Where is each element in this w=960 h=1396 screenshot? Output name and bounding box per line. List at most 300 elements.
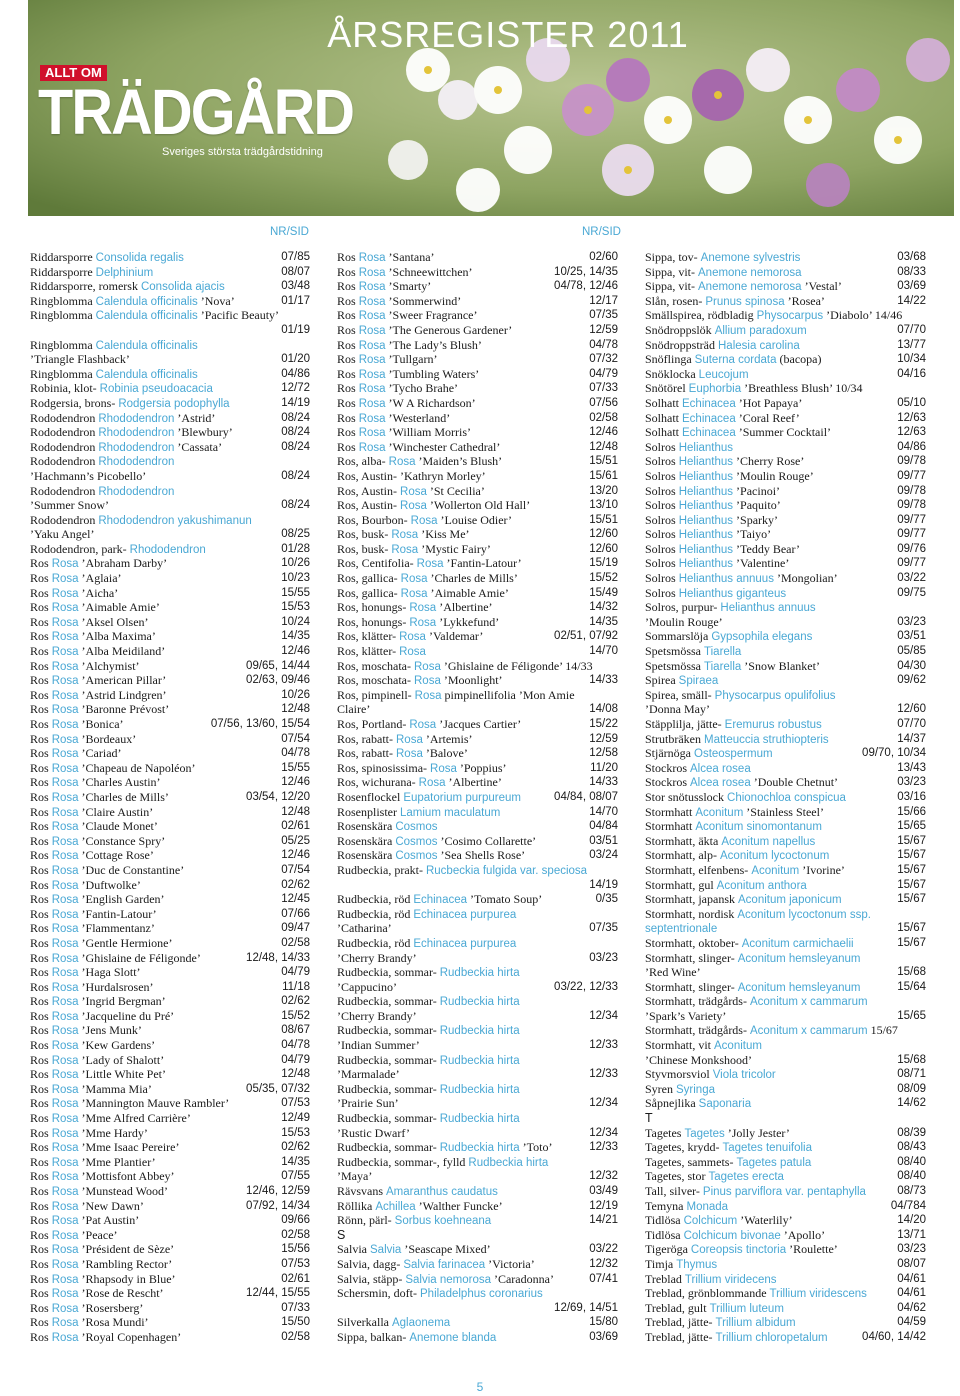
entry-name: Rododendron: [30, 483, 99, 498]
entry-name: Schersmin, doft-: [337, 1286, 420, 1301]
entry-name: ’Cherry Brandy’: [337, 1008, 417, 1023]
entry-page-ref: 10/25, 14/35: [554, 265, 618, 278]
entry-name: Tall, silver-: [645, 1184, 703, 1198]
index-entry: [337, 513, 618, 528]
index-entry: [337, 1169, 618, 1184]
entry-page-ref: 10/26: [281, 688, 310, 701]
entry-page-ref: 09/66: [281, 1214, 310, 1227]
entry-page-ref: 12/19: [589, 1199, 618, 1212]
entry-name: Ros: [337, 395, 359, 410]
index-entry: [645, 907, 926, 922]
entry-name: Ros: [30, 848, 52, 863]
entry-latin: Rosa: [391, 543, 419, 556]
index-entry: [645, 469, 926, 484]
index-entry: [30, 1169, 310, 1184]
entry-page-ref: 08/73: [897, 1185, 926, 1197]
entry-page-ref: 12/32: [589, 1257, 618, 1270]
index-entry: [645, 936, 926, 951]
entry-page-ref: 02/58: [281, 936, 310, 949]
entry-name: Timja: [645, 1256, 677, 1271]
entry-latin: Trillium chloropetalum: [715, 1331, 828, 1344]
entry-cultivar: ’Sparky’: [733, 512, 779, 527]
entry-latin: Syringa: [676, 1083, 715, 1096]
entry-cultivar: ’Valdemar’: [425, 629, 484, 644]
entry-page-ref: 12/33: [589, 1141, 618, 1154]
entry-page-ref: 09/75: [897, 586, 926, 599]
entry-name: Ros: [337, 322, 359, 337]
entry-page-ref: 07/56: [589, 396, 618, 409]
entry-page-ref: 15/56: [281, 1243, 310, 1256]
index-entry: [337, 600, 618, 615]
entry-cultivar: ’Bonica’: [78, 717, 124, 731]
index-entry: [30, 454, 310, 469]
entry-latin: Rosa: [391, 529, 419, 542]
entry-latin: Aglaonema: [391, 1317, 451, 1330]
index-entry: [337, 980, 618, 995]
entry-name: Ros, Austin-: [337, 498, 401, 513]
entry-latin: Rudbeckia hirta: [439, 1054, 520, 1067]
entry-cultivar: ’Artemis’: [422, 731, 473, 746]
entry-cultivar: ’Astrid’: [174, 410, 216, 425]
entry-name: Stormhatt, elfenbens-: [645, 862, 752, 877]
entry-name: Ros: [30, 760, 52, 775]
entry-cultivar: ’Mme Plantier’: [78, 1154, 156, 1169]
index-entry: [30, 761, 310, 776]
index-entry: [30, 571, 310, 586]
entry-latin: Rhododendron: [129, 543, 206, 556]
entry-cultivar: ’Santana’: [385, 250, 435, 264]
entry-name: Ros: [30, 1140, 52, 1155]
entry-page-ref: 04/79: [589, 367, 618, 380]
entry-cultivar: ’Mme Alfred Carrière’: [78, 1111, 191, 1126]
entry-name: Tidlösa: [645, 1213, 684, 1228]
entry-latin: Rosa: [400, 573, 428, 586]
entry-latin: Eremurus robustus: [724, 719, 822, 731]
entry-name: Ros: [337, 366, 359, 381]
entry-latin: Rosa: [399, 646, 426, 659]
entry-page-ref: 13/71: [897, 1228, 926, 1241]
entry-name: Stormhatt, trädgårds-: [645, 994, 750, 1009]
entry-name: Ros: [30, 789, 52, 804]
entry-page-ref: 14/08: [589, 703, 618, 716]
entry-latin: Rosa: [51, 631, 79, 644]
index-entry: [645, 1169, 926, 1184]
entry-latin: Rhododendron yakushimanun: [98, 514, 252, 527]
entry-page-ref: 03/23: [897, 1243, 926, 1256]
index-entry: [30, 1155, 310, 1170]
entry-name: Ros: [337, 250, 359, 264]
entry-name: Ringblomma: [30, 366, 96, 381]
index-entry: [30, 1140, 310, 1155]
entry-latin: Rosa: [51, 821, 79, 834]
entry-latin: Physocarpus: [756, 310, 824, 323]
entry-name: Rönn, pärl-: [337, 1213, 395, 1228]
index-entry: [30, 1199, 310, 1214]
entry-name: Ros: [30, 687, 52, 702]
entry-latin: Trillium luteum: [709, 1302, 784, 1315]
index-entry: [645, 1038, 926, 1053]
entry-name: Ros, klätter-: [337, 629, 400, 644]
entry-page-ref: 03/51: [589, 834, 618, 847]
entry-name: Spirea, smäll-: [645, 687, 715, 702]
entry-page-ref: 15/52: [281, 1009, 310, 1022]
entry-name: Ros: [30, 1067, 52, 1082]
entry-page-ref: 12/46: [281, 776, 310, 789]
entry-page-ref: 02/51, 07/92: [554, 630, 618, 643]
entry-latin: Allium paradoxum: [714, 324, 807, 337]
index-entry: [337, 1155, 618, 1170]
entry-page-ref: 08/71: [897, 1068, 926, 1081]
entry-cultivar: ’Chapeau de Napoléon’: [78, 760, 196, 775]
entry-name: Riddarsporre: [30, 250, 96, 264]
entry-name: Spirea: [645, 673, 679, 688]
index-entry: [645, 440, 926, 455]
index-entry: [645, 352, 926, 367]
entry-name: Stjärnöga: [645, 746, 694, 761]
entry-latin: Helianthus giganteus: [678, 587, 787, 600]
entry-name: Ros: [30, 1111, 52, 1126]
entry-name: Ros: [337, 381, 359, 396]
entry-name: Ros: [30, 746, 52, 761]
entry-page-ref: 08/40: [897, 1155, 926, 1168]
entry-name: Treblad, jätte-: [645, 1329, 716, 1344]
entry-name: Ros: [30, 673, 52, 688]
entry-cultivar: ’Charles de Mills’: [78, 789, 169, 804]
entry-name: Ros: [337, 264, 359, 279]
index-entry: [645, 411, 926, 426]
entry-name: Ros: [30, 906, 52, 921]
entry-latin: Rosa: [388, 456, 416, 469]
index-entry: [30, 994, 310, 1009]
index-entry: [337, 1067, 618, 1082]
entry-cultivar: ’Fantin-Latour’: [78, 906, 157, 921]
index-entry: [30, 1330, 310, 1345]
entry-name: ’Catharina’: [337, 921, 392, 936]
entry-cultivar: ’St Cecilia’: [426, 483, 485, 498]
entry-cultivar: ’Peace’: [78, 1227, 118, 1242]
entry-latin: Helianthus: [678, 456, 734, 469]
entry-page-ref: 02/58: [281, 1330, 310, 1343]
entry-latin: Helianthus: [678, 558, 734, 571]
entry-page-ref: 12/48: [281, 1068, 310, 1081]
entry-cultivar: ’Valentine’: [733, 556, 790, 571]
index-entry: [30, 863, 310, 878]
entry-name: Stockros: [645, 760, 690, 775]
index-entry: [645, 556, 926, 571]
entry-name: Ros, honungs-: [337, 614, 410, 629]
entry-latin: Rosa: [430, 762, 457, 775]
index-entry: [645, 688, 926, 703]
entry-cultivar: ’Taiyo’: [733, 527, 772, 542]
entry-cultivar: ’Aglaia’: [78, 571, 122, 586]
index-entry: [30, 834, 310, 849]
entry-name: Solhatt: [645, 410, 683, 425]
entry-latin: Matteuccia struthiopteris: [704, 733, 829, 746]
entry-page-ref: 02/60: [589, 251, 618, 263]
entry-latin: Chionochloa conspicua: [727, 791, 846, 804]
entry-cultivar: ’Blewbury’: [174, 425, 233, 440]
index-entry: [337, 1184, 618, 1199]
entry-cultivar: ’Little White Pet’: [78, 1067, 166, 1082]
entry-latin: Rosa: [51, 1258, 79, 1271]
entry-latin: Rhododendron: [98, 412, 175, 425]
entry-page-ref: 07/35: [589, 309, 618, 322]
entry-name: Ros, wichurana-: [337, 775, 419, 790]
entry-name: Solros: [645, 527, 679, 542]
entry-cultivar: ’Rosea’: [784, 293, 825, 308]
entry-cultivar: ’Mme Isaac Pereire’: [78, 1140, 180, 1155]
entry-page-ref: 15/68: [897, 1053, 926, 1066]
entry-latin: Rosa: [414, 675, 441, 688]
entry-page-ref: 13/77: [897, 338, 926, 351]
entry-name: Ros: [337, 425, 359, 440]
entry-name: Ros: [30, 892, 52, 907]
entry-page-ref: 03/69: [897, 280, 926, 293]
entry-cultivar: ’Alba Meidiland’: [78, 644, 166, 659]
entry-latin: Rosa: [400, 485, 427, 498]
entry-latin: Anemone sylvestris: [700, 252, 801, 264]
index-entry: [30, 294, 310, 309]
index-entry: [337, 1053, 618, 1068]
entry-cultivar: ’Baronne Prévost’: [78, 702, 170, 717]
entry-page-ref: 01/19: [281, 323, 310, 336]
entry-latin: Rosa: [51, 1273, 79, 1286]
entry-page-ref: 12/48, 14/33: [246, 951, 310, 964]
entry-name: Ros: [30, 658, 52, 673]
index-entry: [645, 878, 926, 893]
index-entry: [645, 1096, 926, 1111]
entry-cultivar: ’Summer Cocktail’: [735, 425, 832, 440]
index-entry: [30, 1038, 310, 1053]
entry-name: Ros: [337, 439, 359, 454]
index-entry: [337, 323, 618, 338]
entry-page-ref: 03/54, 12/20: [246, 790, 310, 803]
entry-cultivar: ’Jacqueline du Pré’: [78, 1008, 175, 1023]
index-entry: [337, 396, 618, 411]
entry-latin: Rosa: [414, 660, 441, 673]
entry-page-ref: 10/26: [281, 557, 310, 570]
index-entry: [645, 805, 926, 820]
entry-latin: Aconitum x cammarum: [749, 1025, 868, 1038]
index-entry: [337, 411, 618, 426]
entry-name: ’Rustic Dwarf’: [337, 1125, 410, 1140]
entry-name: S: [337, 1227, 346, 1242]
entry-page-ref: 12/60: [589, 542, 618, 555]
index-entry: [30, 396, 310, 411]
entry-name: Stormhatt, alp-: [645, 848, 720, 863]
index-entry: [337, 294, 618, 309]
index-entry: [30, 629, 310, 644]
index-entry: [337, 484, 618, 499]
entry-page-ref: 02/61: [281, 1272, 310, 1285]
entry-latin: Calendula officinalis: [95, 310, 198, 323]
entry-name: Tagetes: [645, 1125, 685, 1140]
index-entry: [337, 892, 618, 907]
entry-name: Spetsmössa: [645, 658, 705, 673]
entry-page-ref: 14/33: [589, 776, 618, 789]
entry-latin: Rosa: [51, 1142, 79, 1155]
entry-cultivar: ’Charles de Mills’: [427, 571, 518, 586]
index-entry: [30, 1213, 310, 1228]
entry-name: Solros: [645, 585, 679, 600]
index-entry: [645, 586, 926, 601]
entry-latin: Robinia pseudoacacia: [99, 383, 213, 396]
entry-latin: Echinacea purpurea: [413, 908, 517, 921]
entry-latin: Rosa: [51, 1010, 79, 1023]
entry-cultivar: ’Ivorine’: [799, 862, 845, 877]
index-entry: [337, 775, 618, 790]
index-entry: [337, 527, 618, 542]
entry-page-ref: 12/60: [589, 528, 618, 541]
entry-page-ref: 15/67: [897, 834, 926, 847]
index-entry: [645, 396, 926, 411]
entry-name: Ros: [30, 1256, 52, 1271]
entry-cultivar: ’American Pillar’: [78, 673, 167, 688]
entry-cultivar: ’Astrid Lindgren’: [78, 687, 167, 702]
entry-name: Ros: [30, 629, 52, 644]
entry-cultivar: ’Charles Austin’: [78, 775, 161, 790]
entry-cultivar: ’Apollo’: [780, 1227, 826, 1242]
entry-page-ref: 09/78: [897, 455, 926, 468]
entry-name: Ros: [30, 862, 52, 877]
entry-name: Ros, spinosissima-: [337, 760, 431, 775]
entry-page-ref: 03/23: [589, 951, 618, 964]
entry-latin: Rosa: [51, 1331, 79, 1344]
entry-page-ref: 15/67: [897, 922, 926, 935]
entry-cultivar: ’Wollerton Old Hall’: [426, 498, 531, 513]
entry-page-ref: 03/51: [897, 630, 926, 643]
entry-latin: Cosmos: [395, 821, 438, 834]
index-entry: [30, 250, 310, 265]
entry-latin: Echinacea purpurea: [413, 937, 517, 950]
entry-cultivar: ’Aimable Amie’: [427, 585, 509, 600]
entry-page-ref: 15/67: [897, 893, 926, 906]
index-entry: [337, 1038, 618, 1053]
entry-latin: Rosa: [51, 835, 79, 848]
entry-name: Solhatt: [645, 425, 683, 440]
entry-page-ref: 03/22: [589, 1243, 618, 1256]
index-column-2: [337, 250, 618, 1345]
entry-cultivar: ’Alchymist’: [78, 658, 140, 673]
entry-cultivar: ’Tomato Soup’: [467, 892, 543, 907]
entry-latin: Rosa: [51, 660, 79, 673]
entry-latin: Aconitum x cammarum: [749, 996, 868, 1009]
entry-page-ref: 04/84, 08/07: [554, 790, 618, 803]
entry-page-ref: 12/48: [281, 805, 310, 818]
index-entry: [30, 352, 310, 367]
entry-latin: Rosa: [51, 1098, 79, 1111]
index-entry: [337, 1140, 618, 1155]
entry-latin: Echinacea: [413, 894, 468, 907]
entry-page-ref: 04/86: [281, 367, 310, 380]
entry-cultivar: ’Abraham Darby’: [78, 556, 168, 571]
entry-page-ref: 14/37: [897, 732, 926, 745]
entry-latin: Anemone nemorosa: [698, 281, 802, 294]
entry-latin: Spiraea: [678, 675, 719, 688]
entry-name: Tagetes, sammets-: [645, 1154, 737, 1169]
entry-latin: Calendula officinalis: [95, 368, 198, 381]
entry-page-ref: 14/35: [281, 1155, 310, 1168]
entry-cultivar: ’Walther Funcke’: [415, 1198, 503, 1213]
entry-latin: Rosa: [416, 558, 444, 571]
index-entry: [30, 673, 310, 688]
entry-name: Solros: [645, 541, 679, 556]
entry-cultivar: ’Rhapsody in Blue’: [78, 1271, 176, 1286]
entry-latin: Helianthus: [678, 514, 734, 527]
entry-name: Rudbeckia, sommar-: [337, 1081, 440, 1096]
index-entry: [645, 279, 926, 294]
entry-latin: Rosa: [396, 733, 423, 746]
entry-latin: Rosa: [51, 1317, 79, 1330]
entry-name: Ros: [30, 819, 52, 834]
entry-latin: Rosa: [358, 295, 386, 308]
entry-page-ref: 12/45: [281, 893, 310, 906]
index-entry: [337, 1242, 618, 1257]
entry-page-ref: 12/48: [281, 703, 310, 716]
index-entry: [645, 702, 926, 717]
entry-name: Solros: [645, 571, 679, 586]
index-entry: [645, 323, 926, 338]
entry-latin: Rosa: [51, 996, 79, 1009]
entry-cultivar: ’Victoria’: [485, 1256, 535, 1271]
entry-name: Ros, rabatt-: [337, 731, 396, 746]
entry-page-ref: 15/55: [281, 761, 310, 774]
entry-name: Stormhatt, vit: [645, 1038, 714, 1053]
index-entry: [30, 600, 310, 615]
entry-name: Ros: [30, 1242, 52, 1257]
entry-page-ref: 04/79: [281, 1053, 310, 1066]
letter-heading: [337, 1228, 618, 1243]
entry-name: ’Prairie Sun’: [337, 1096, 399, 1111]
entry-latin: Rosa: [51, 602, 79, 615]
entry-cultivar: ’Seascape Mixed’: [401, 1242, 491, 1257]
entry-cultivar: ’Poppius’: [456, 760, 507, 775]
entry-page-ref: 08/43: [897, 1141, 926, 1154]
entry-cultivar: ’Flammentanz’: [78, 921, 155, 936]
index-entry: [30, 527, 310, 542]
index-entry: [337, 1315, 618, 1330]
entry-latin: Tagetes erecta: [708, 1171, 784, 1184]
entry-page-ref: 13/10: [589, 499, 618, 512]
entry-page-ref: 07/92, 14/34: [246, 1199, 310, 1212]
index-entry: [645, 454, 926, 469]
entry-name: Ros: [30, 965, 52, 980]
index-entry: [337, 265, 618, 280]
entry-page-ref: 04/30: [897, 659, 926, 672]
entry-name: Ringblomma: [30, 337, 96, 352]
entry-name: Sippa, balkan-: [337, 1329, 410, 1344]
entry-cultivar: ’New Dawn’: [78, 1198, 144, 1213]
entry-cultivar: ’Tumbling Waters’: [385, 366, 480, 381]
entry-latin: Rosa: [51, 1069, 79, 1082]
entry-latin: Rhododendron: [98, 441, 175, 454]
index-entry: [337, 1111, 618, 1126]
entry-cultivar: ’Ghislaine de Féligonde’: [78, 950, 201, 965]
index-entry: [645, 425, 926, 440]
entry-latin: Leucojum: [698, 368, 749, 381]
entry-name: Rosenskära: [337, 819, 396, 834]
entry-name: Solros, purpur-: [645, 600, 721, 615]
index-entry: [30, 951, 310, 966]
entry-latin: Rosa: [358, 281, 386, 294]
entry-page-ref: 07/70: [897, 718, 926, 730]
entry-latin: Rosa: [418, 777, 446, 790]
entry-name: Ros, rabatt-: [337, 746, 396, 761]
entry-name: Ros: [30, 556, 52, 571]
entry-page-ref: 12/63: [897, 426, 926, 439]
entry-page-ref: 02/63, 09/46: [246, 674, 310, 687]
entry-page-ref: 09/70, 10/34: [862, 747, 926, 760]
